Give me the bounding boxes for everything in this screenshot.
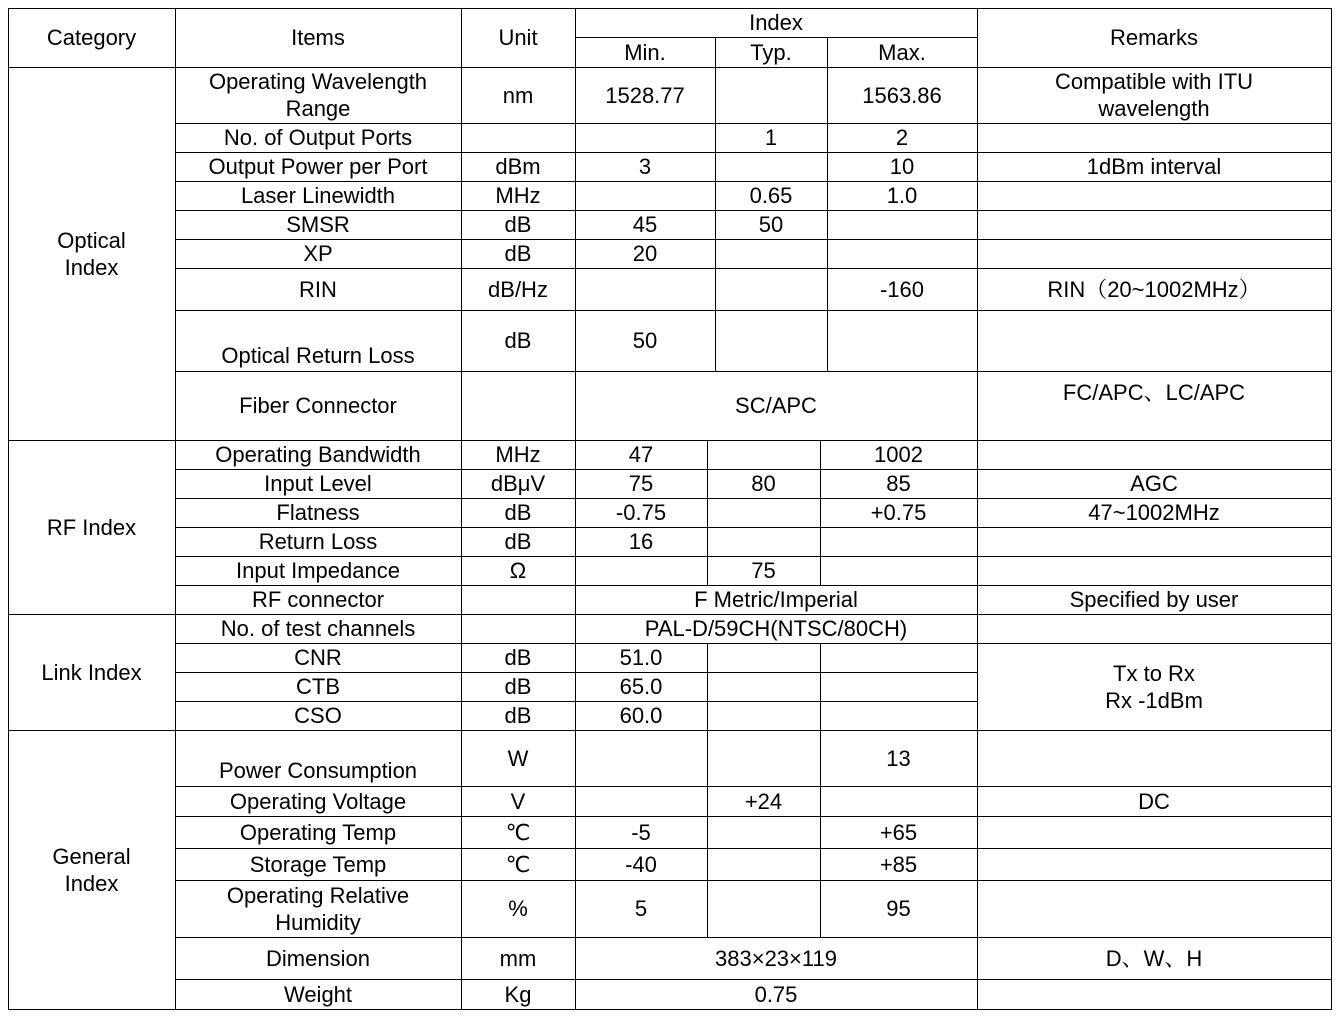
spec-unit: dB [504, 241, 532, 266]
spec-item: Dimension [266, 945, 370, 971]
header-index: Index [749, 10, 803, 35]
spec-remarks: DC [1138, 788, 1170, 814]
spec-typ: 75 [751, 558, 776, 583]
spec-max: 2 [895, 125, 909, 150]
spec-value-span: 0.75 [754, 981, 798, 1007]
grid-line [175, 8, 176, 1010]
spec-max: 85 [886, 471, 911, 496]
spec-unit: dB [504, 674, 532, 699]
spec-max: 95 [886, 896, 911, 921]
spec-remarks: 47~1002MHz [1088, 500, 1220, 525]
spec-typ [707, 672, 820, 701]
spec-unit: ℃ [505, 819, 531, 845]
spec-typ: 0.65 [749, 183, 793, 208]
spec-typ [707, 730, 820, 786]
spec-typ [707, 701, 820, 730]
spec-item: Operating Temp [239, 819, 397, 845]
spec-item: Operating Voltage [229, 788, 407, 814]
spec-item: Power Consumption [218, 758, 418, 783]
spec-max: +85 [879, 851, 918, 877]
spec-item: Storage Temp [249, 851, 387, 877]
grid-line [8, 1009, 1332, 1010]
spec-item: Input Impedance [236, 558, 400, 583]
grid-line [175, 979, 1332, 980]
spec-item: Input Level [264, 471, 372, 496]
spec-max [827, 310, 977, 371]
spec-item: Optical Return Loss [221, 343, 415, 368]
spec-max: 1002 [874, 442, 923, 467]
spec-remarks [977, 880, 1331, 937]
spec-unit: nm [502, 82, 534, 108]
spec-min: -40 [625, 851, 657, 877]
grid-line [175, 848, 1332, 849]
header-items: Items [291, 25, 345, 50]
spec-max [827, 210, 977, 239]
spec-max: 10 [889, 154, 915, 179]
spec-unit: dB [504, 703, 532, 728]
spec-item: Weight [283, 981, 353, 1007]
spec-unit: % [508, 896, 528, 921]
grid-line [707, 643, 708, 731]
spec-unit: dB [504, 645, 532, 670]
spec-typ [707, 643, 820, 672]
grid-line [175, 310, 1332, 311]
spec-max [820, 786, 977, 816]
spec-remarks [977, 239, 1331, 268]
grid-line [175, 527, 1332, 528]
spec-item: RF connector [251, 587, 385, 612]
grid-line [175, 556, 1332, 557]
spec-min: 1528.77 [605, 82, 685, 108]
header-min: Min. [624, 39, 666, 65]
spec-typ [707, 527, 820, 556]
spec-min [575, 123, 715, 152]
spec-remarks [977, 816, 1331, 848]
spec-max [827, 239, 977, 268]
spec-item: Operating Bandwidth [215, 442, 421, 467]
spec-unit: dB [504, 212, 532, 237]
spec-unit: dB [504, 529, 532, 554]
spec-min: 45 [632, 212, 658, 237]
spec-item: XP [303, 241, 333, 266]
grid-line [175, 880, 1332, 881]
grid-line [175, 268, 1332, 269]
spec-min: 75 [628, 471, 654, 496]
spec-max: 13 [886, 745, 911, 771]
grid-line [827, 67, 828, 372]
spec-remarks [977, 440, 1331, 469]
spec-value-span: SC/APC [735, 393, 817, 418]
spec-item: Operating Wavelength Range [208, 69, 428, 121]
spec-value-span: 383×23×119 [715, 945, 837, 971]
spec-typ: 50 [758, 212, 784, 237]
grid-line [8, 614, 1332, 615]
grid-line [175, 371, 1332, 372]
grid-line [977, 8, 978, 1010]
spec-min [575, 181, 715, 210]
grid-line [575, 37, 978, 38]
spec-value-span: PAL-D/59CH(NTSC/80CH) [644, 616, 908, 641]
grid-line [707, 730, 708, 938]
spec-max: 1.0 [886, 183, 918, 208]
spec-item: Laser Linewidth [240, 183, 396, 208]
header-typ: Typ. [750, 39, 792, 65]
grid-line [175, 123, 1332, 124]
spec-item: No. of test channels [220, 616, 416, 641]
rf-category-cell: RF Index [46, 514, 137, 540]
spec-unit: dBm [495, 154, 541, 179]
spec-typ [707, 816, 820, 848]
spec-min: 60.0 [619, 703, 663, 728]
spec-typ [707, 498, 820, 527]
spec-item: No. of Output Ports [223, 125, 413, 150]
spec-table [8, 8, 1331, 1009]
spec-item: CSO [294, 703, 342, 728]
spec-max [820, 527, 977, 556]
spec-typ [715, 67, 827, 123]
header-remarks: Remarks [1109, 25, 1198, 50]
spec-unit: ℃ [505, 851, 531, 877]
spec-min: 50 [632, 328, 658, 353]
grid-line [461, 8, 462, 1010]
spec-min: -5 [631, 819, 651, 845]
spec-remarks [977, 210, 1331, 239]
spec-max [820, 643, 977, 672]
grid-line [820, 440, 821, 586]
spec-remarks [977, 556, 1331, 585]
spec-typ [715, 310, 827, 371]
spec-remarks [977, 979, 1331, 1009]
spec-max [820, 701, 977, 730]
link-remarks-merged: Tx to Rx Rx -1dBm [1105, 660, 1203, 713]
grid-line [715, 37, 716, 68]
grid-line [175, 816, 1332, 817]
spec-typ: 1 [764, 125, 778, 150]
spec-max: 1563.86 [862, 82, 942, 108]
grid-line [8, 8, 9, 1010]
spec-item: CNR [294, 645, 342, 670]
grid-line [8, 440, 1332, 441]
spec-remarks [977, 181, 1331, 210]
grid-line [8, 67, 1332, 68]
spec-unit [461, 585, 575, 614]
grid-line [175, 152, 1332, 153]
general-category-cell: General Index [52, 843, 131, 896]
spec-unit: dB [504, 328, 532, 353]
optical-category-cell: Optical Index [57, 227, 126, 280]
spec-min: 51.0 [619, 645, 663, 670]
spec-max [820, 556, 977, 585]
spec-remarks: Compatible with ITU wavelength [1054, 69, 1254, 121]
spec-max: +65 [879, 819, 918, 845]
spec-unit: MHz [495, 442, 541, 467]
grid-line [175, 181, 1332, 182]
grid-line [1331, 8, 1332, 1010]
spec-unit: MHz [495, 183, 541, 208]
spec-max: +0.75 [870, 500, 927, 525]
grid-line [175, 786, 1332, 787]
grid-line [175, 585, 1332, 586]
spec-min: -0.75 [615, 500, 667, 525]
spec-remarks [977, 123, 1331, 152]
spec-min: 47 [628, 442, 654, 467]
spec-unit: W [507, 745, 529, 771]
spec-remarks: AGC [1130, 471, 1178, 496]
spec-unit: V [510, 788, 526, 814]
spec-item: RIN [299, 276, 337, 302]
spec-min: 3 [638, 154, 652, 179]
spec-remarks [977, 614, 1331, 643]
spec-typ [707, 440, 820, 469]
spec-item: SMSR [286, 212, 350, 237]
spec-min [575, 730, 707, 786]
grid-line [175, 210, 1332, 211]
grid-line [175, 937, 1332, 938]
grid-line [820, 643, 821, 731]
grid-line [715, 67, 716, 372]
grid-line [175, 672, 978, 673]
link-category-cell: Link Index [41, 659, 142, 685]
header-max: Max. [878, 39, 926, 65]
spec-unit [461, 371, 575, 440]
spec-typ [715, 268, 827, 310]
spec-item: CTB [296, 674, 340, 699]
spec-unit: mm [499, 945, 537, 971]
grid-line [8, 730, 1332, 731]
spec-item: Flatness [276, 500, 360, 525]
spec-unit [461, 123, 575, 152]
spec-typ [707, 880, 820, 937]
spec-typ [715, 152, 827, 181]
spec-unit: dBμV [490, 471, 546, 496]
spec-value-span: F Metric/Imperial [694, 587, 858, 612]
spec-min: 20 [632, 241, 658, 266]
grid-line [175, 643, 1332, 644]
spec-item: Fiber Connector [239, 393, 397, 418]
spec-remarks: D、W、H [1105, 945, 1203, 971]
spec-max: -160 [879, 276, 925, 302]
header-category: Category [46, 25, 137, 50]
spec-min [575, 556, 707, 585]
grid-line [175, 239, 1332, 240]
spec-unit: Kg [504, 981, 532, 1007]
spec-typ [715, 239, 827, 268]
header-unit: Unit [498, 25, 538, 50]
spec-typ: +24 [744, 788, 783, 814]
grid-line [175, 498, 1332, 499]
spec-unit: dB [504, 500, 532, 525]
spec-min [575, 268, 715, 310]
spec-item: Return Loss [258, 529, 378, 554]
spec-typ: 80 [751, 471, 776, 496]
spec-item: Output Power per Port [208, 154, 428, 179]
spec-item: Operating Relative Humidity [226, 882, 410, 935]
spec-max [820, 672, 977, 701]
spec-unit: dB/Hz [488, 276, 548, 302]
spec-min: 16 [628, 529, 654, 554]
spec-min: 5 [634, 896, 648, 921]
spec-min [575, 786, 707, 816]
spec-unit: Ω [509, 558, 527, 583]
spec-remarks [977, 310, 1331, 371]
spec-min: 65.0 [619, 674, 663, 699]
spec-remarks [977, 848, 1331, 880]
grid-line [575, 8, 576, 1010]
grid-line [820, 730, 821, 938]
spec-remarks: 1dBm interval [1086, 154, 1222, 179]
spec-remarks: Specified by user [1069, 587, 1239, 612]
grid-line [8, 8, 1332, 9]
grid-line [827, 37, 828, 68]
grid-line [175, 469, 1332, 470]
grid-line [707, 440, 708, 586]
spec-unit [461, 614, 575, 643]
spec-remarks [977, 527, 1331, 556]
spec-typ [707, 848, 820, 880]
spec-remarks [977, 730, 1331, 786]
spec-remarks: RIN（20~1002MHz） [1047, 276, 1261, 302]
spec-remarks: FC/APC、LC/APC [1062, 380, 1246, 405]
grid-line [175, 701, 978, 702]
